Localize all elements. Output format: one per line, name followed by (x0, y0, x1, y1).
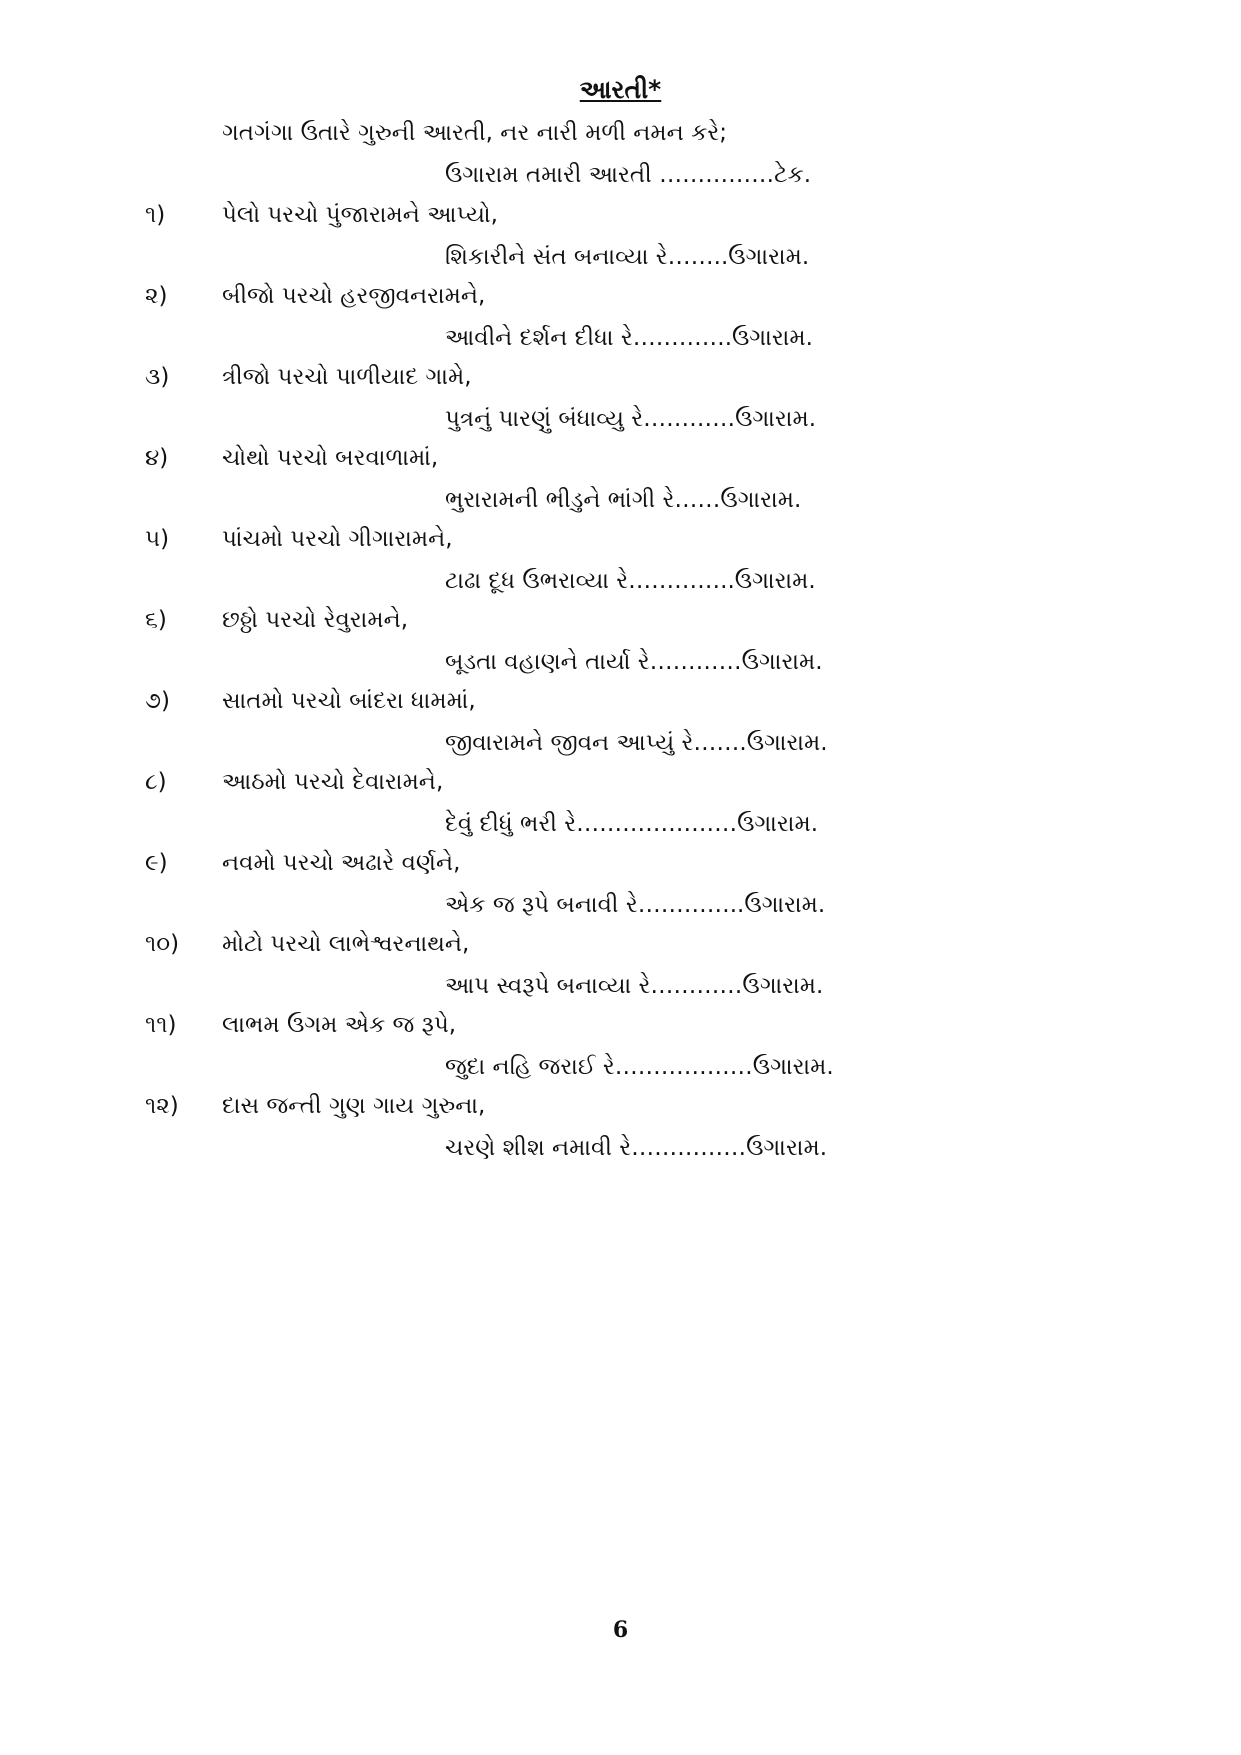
stanza-line-1: મોટો પરચો લાભેશ્વરનાથને, (222, 931, 470, 957)
stanza-line-1: પાંચમો પરચો ગીગારામને, (222, 526, 453, 552)
stanza-number: ૮) (145, 769, 167, 795)
stanza-line-2: શિકારીને સંત બનાવ્યા રે……..ઉગારામ. (445, 244, 810, 270)
intro-line-2: ઉગારામ તમારી આરતી ……………ટેક. (445, 162, 812, 188)
page-number: 6 (612, 1617, 629, 1643)
stanza-line-2: એક જ રૂપે બનાવી રે…………..ઉગારામ. (445, 892, 826, 918)
stanza-number: ૯) (145, 850, 168, 876)
stanza-line-2: ટાઢા દૂધ ઉભરાવ્યા રે…………..ઉગારામ. (445, 568, 816, 594)
stanza-line-2: બૂડતા વહાણને તાર્યા રે…………ઉગારામ. (445, 649, 823, 675)
stanza-line-1: નવમો પરચો અઢારે વર્ણને, (222, 850, 461, 876)
stanza-line-1: સાતમો પરચો બાંદરા ધામમાં, (222, 688, 476, 714)
stanza-line-2: આપ સ્વરૂપે બનાવ્યા રે…………ઉગારામ. (445, 973, 824, 999)
stanza-number: ૫) (145, 526, 170, 552)
stanza (0, 364, 1241, 445)
stanza-line-1: ચોથો પરચો બરવાળામાં, (222, 445, 439, 471)
stanza-number: ૧) (145, 202, 166, 228)
stanza-number: ૭) (145, 688, 170, 714)
stanza (0, 1012, 1241, 1093)
stanza-line-2: આવીને દર્શન દીધા રે………….ઉગારામ. (445, 325, 813, 351)
stanza-number: ૧૦) (145, 931, 180, 957)
stanza (0, 607, 1241, 688)
stanza-list (0, 202, 1241, 1174)
stanza-number: ૧૧) (145, 1012, 177, 1038)
stanza-number: ૪) (145, 445, 169, 471)
stanza-number: ૧૨) (145, 1093, 179, 1119)
stanza-line-2: ભુરારામની ભીડુને ભાંગી રે……ઉગારામ. (445, 487, 802, 513)
stanza-line-2: ચરણે શીશ નમાવી રે……………ઉગારામ. (445, 1135, 828, 1161)
intro-line-1: ગતગંગા ઉતારે ગુરુની આરતી, નર નારી મળી નમન કરે; (222, 120, 727, 146)
stanza-line-2: જીવારામને જીવન આપ્યું રે…….ઉગારામ. (445, 730, 828, 756)
stanza-line-2: પુત્રનું પારણું બંધાવ્યુ રે…………ઉગારામ. (445, 406, 817, 432)
stanza (0, 445, 1241, 526)
stanza-number: ૩) (145, 364, 170, 390)
stanza-line-1: દાસ જન્તી ગુણ ગાય ગુરુના, (222, 1093, 486, 1119)
stanza (0, 283, 1241, 364)
stanza (0, 526, 1241, 607)
stanza (0, 769, 1241, 850)
stanza-line-1: પેલો પરચો પુંજારામને આપ્યો, (222, 202, 498, 228)
stanza-number: ૨) (145, 283, 168, 309)
stanza-number: ૬) (145, 607, 167, 633)
stanza-line-1: બીજો પરચો હરજીવનરામને, (222, 283, 486, 309)
stanza-line-2: જુદા નહિ જરાઈ રે………………ઉગારામ. (445, 1054, 834, 1080)
stanza-line-1: છઠ્ઠો પરચો રેવુરામને, (222, 607, 409, 633)
stanza-line-1: આઠમો પરચો દેવારામને, (222, 769, 444, 795)
stanza-line-1: ત્રીજો પરચો પાળીયાદ ગામે, (222, 364, 472, 390)
stanza (0, 202, 1241, 283)
stanza-line-1: લાભમ ઉગમ એક જ રૂપે, (222, 1012, 457, 1038)
stanza (0, 850, 1241, 931)
stanza (0, 688, 1241, 769)
stanza (0, 931, 1241, 1012)
stanza (0, 1093, 1241, 1174)
page-title: આરતી* (579, 75, 662, 104)
stanza-line-2: દેવું દીધું ભરી રે…………………ઉગારામ. (445, 811, 819, 837)
